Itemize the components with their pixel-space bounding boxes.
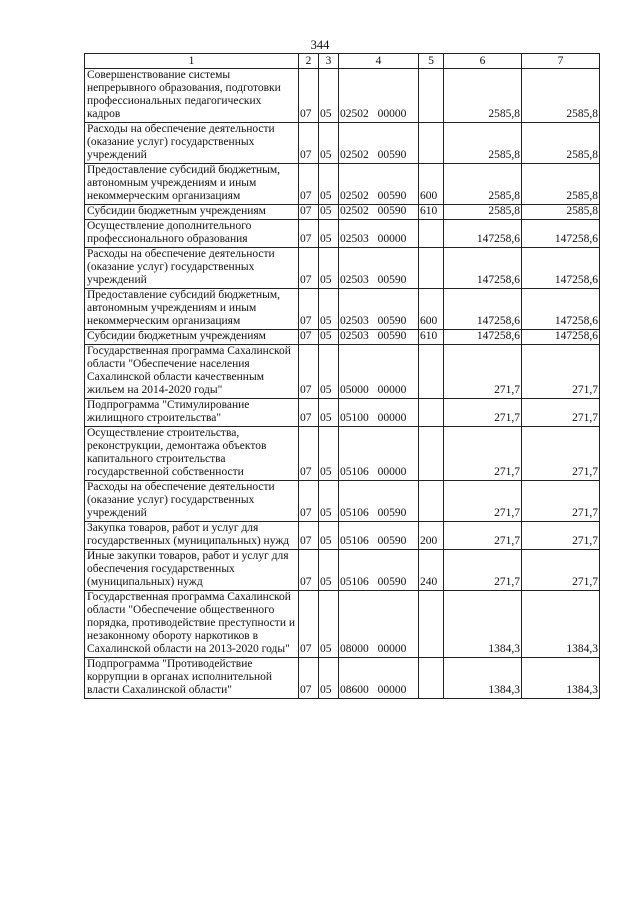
row-name: Подпрограмма "Стимулирование жилищного строительства" (85, 399, 299, 427)
row-amount-1: 271,7 (444, 550, 522, 591)
row-target-article: 02503 00590 (339, 330, 419, 345)
row-target-article: 05100 00000 (339, 399, 419, 427)
row-subsection: 05 (319, 345, 339, 399)
row-name: Расходы на обеспечение деятельности (оказание услуг) государственных учреждений (85, 248, 299, 289)
table-row (85, 164, 600, 205)
row-section: 07 (299, 658, 319, 699)
row-amount-1: 271,7 (444, 399, 522, 427)
row-name: Государственная программа Сахалинской области "Обеспечение населения Сахалинской области качественным жильем на 2014-2020 годы" (85, 345, 299, 399)
row-amount-2: 147258,6 (522, 289, 600, 330)
header-col-7: 7 (522, 54, 600, 69)
row-subsection: 05 (319, 427, 339, 481)
row-amount-2: 271,7 (522, 481, 600, 522)
row-subsection: 05 (319, 658, 339, 699)
row-name: Предоставление субсидий бюджетным, автономным учреждениям и иным некоммерческим организациям (85, 289, 299, 330)
row-amount-2: 1384,3 (522, 658, 600, 699)
table-row (85, 550, 600, 591)
header-col-6: 6 (444, 54, 522, 69)
row-section: 07 (299, 330, 319, 345)
row-section: 07 (299, 220, 319, 248)
table-row (85, 345, 600, 399)
row-amount-2: 1384,3 (522, 591, 600, 658)
row-expense-type (419, 399, 444, 427)
table-row (85, 205, 600, 220)
row-expense-type (419, 345, 444, 399)
table-row (85, 481, 600, 522)
row-target-article: 05106 00590 (339, 522, 419, 550)
row-amount-1: 2585,8 (444, 123, 522, 164)
row-section: 07 (299, 522, 319, 550)
row-name: Расходы на обеспечение деятельности (оказание услуг) государственных учреждений (85, 481, 299, 522)
row-subsection: 05 (319, 123, 339, 164)
row-subsection: 05 (319, 522, 339, 550)
row-expense-type (419, 69, 444, 123)
row-amount-2: 2585,8 (522, 205, 600, 220)
row-subsection: 05 (319, 164, 339, 205)
row-section: 07 (299, 427, 319, 481)
row-target-article: 05106 00590 (339, 550, 419, 591)
table-row (85, 330, 600, 345)
header-col-2: 2 (299, 54, 319, 69)
row-amount-2: 271,7 (522, 399, 600, 427)
table-row (85, 658, 600, 699)
row-amount-2: 2585,8 (522, 164, 600, 205)
header-col-5: 5 (419, 54, 444, 69)
row-expense-type: 600 (419, 289, 444, 330)
row-name: Совершенствование системы непрерывного образования, подготовки профессиональных педагогических кадров (85, 69, 299, 123)
row-target-article: 05106 00590 (339, 481, 419, 522)
table-row (85, 427, 600, 481)
row-subsection: 05 (319, 399, 339, 427)
row-target-article: 05106 00000 (339, 427, 419, 481)
page-number: 344 (310, 38, 330, 52)
row-amount-2: 271,7 (522, 550, 600, 591)
row-amount-1: 1384,3 (444, 658, 522, 699)
row-section: 07 (299, 69, 319, 123)
row-expense-type: 240 (419, 550, 444, 591)
table-row (85, 69, 600, 123)
row-expense-type: 600 (419, 164, 444, 205)
row-subsection: 05 (319, 330, 339, 345)
row-amount-2: 271,7 (522, 427, 600, 481)
row-section: 07 (299, 289, 319, 330)
row-section: 07 (299, 399, 319, 427)
row-target-article: 02502 00590 (339, 123, 419, 164)
row-amount-2: 147258,6 (522, 330, 600, 345)
row-expense-type (419, 220, 444, 248)
row-subsection: 05 (319, 205, 339, 220)
row-expense-type: 200 (419, 522, 444, 550)
row-name: Осуществление строительства, реконструкции, демонтажа объектов капитального строительства государственной собственности (85, 427, 299, 481)
row-amount-1: 271,7 (444, 522, 522, 550)
row-name: Осуществление дополнительного профессионального образования (85, 220, 299, 248)
row-expense-type (419, 427, 444, 481)
row-amount-1: 2585,8 (444, 205, 522, 220)
row-amount-1: 1384,3 (444, 591, 522, 658)
row-name: Субсидии бюджетным учреждениям (85, 205, 299, 220)
row-name: Предоставление субсидий бюджетным, автономным учреждениям и иным некоммерческим организациям (85, 164, 299, 205)
row-expense-type (419, 481, 444, 522)
row-name: Иные закупки товаров, работ и услуг для обеспечения государственных (муниципальных) нужд (85, 550, 299, 591)
row-section: 07 (299, 123, 319, 164)
row-target-article: 02503 00000 (339, 220, 419, 248)
table-row (85, 399, 600, 427)
header-col-1: 1 (85, 54, 299, 69)
table-row (85, 289, 600, 330)
row-target-article: 08600 00000 (339, 658, 419, 699)
row-subsection: 05 (319, 69, 339, 123)
row-section: 07 (299, 481, 319, 522)
row-section: 07 (299, 248, 319, 289)
row-amount-1: 147258,6 (444, 220, 522, 248)
row-section: 07 (299, 550, 319, 591)
row-section: 07 (299, 205, 319, 220)
row-name: Субсидии бюджетным учреждениям (85, 330, 299, 345)
row-amount-1: 147258,6 (444, 330, 522, 345)
row-name: Подпрограмма "Противодействие коррупции в органах исполнительной власти Сахалинской области" (85, 658, 299, 699)
header-col-4: 4 (339, 54, 419, 69)
row-subsection: 05 (319, 550, 339, 591)
row-amount-1: 2585,8 (444, 69, 522, 123)
row-subsection: 05 (319, 481, 339, 522)
row-expense-type: 610 (419, 330, 444, 345)
row-name: Государственная программа Сахалинской области "Обеспечение общественного порядка, противодействие преступности и незаконному обороту наркотиков в Сахалинской области на 2013-2020 годы" (85, 591, 299, 658)
row-target-article: 05000 00000 (339, 345, 419, 399)
row-target-article: 02503 00590 (339, 289, 419, 330)
table-row (85, 522, 600, 550)
row-target-article: 02503 00590 (339, 248, 419, 289)
budget-table (84, 53, 600, 699)
row-target-article: 02502 00590 (339, 164, 419, 205)
row-amount-1: 271,7 (444, 427, 522, 481)
header-col-3: 3 (319, 54, 339, 69)
row-expense-type (419, 591, 444, 658)
row-amount-2: 2585,8 (522, 69, 600, 123)
row-subsection: 05 (319, 591, 339, 658)
row-expense-type: 610 (419, 205, 444, 220)
row-amount-2: 271,7 (522, 345, 600, 399)
row-target-article: 08000 00000 (339, 591, 419, 658)
table-row (85, 248, 600, 289)
table-row (85, 220, 600, 248)
row-amount-1: 147258,6 (444, 248, 522, 289)
row-target-article: 02502 00590 (339, 205, 419, 220)
header-row (85, 54, 600, 69)
table-row (85, 123, 600, 164)
row-amount-2: 147258,6 (522, 220, 600, 248)
row-target-article: 02502 00000 (339, 69, 419, 123)
row-name: Закупка товаров, работ и услуг для государственных (муниципальных) нужд (85, 522, 299, 550)
row-amount-1: 147258,6 (444, 289, 522, 330)
row-amount-2: 147258,6 (522, 248, 600, 289)
row-subsection: 05 (319, 220, 339, 248)
row-section: 07 (299, 591, 319, 658)
row-amount-1: 271,7 (444, 481, 522, 522)
row-expense-type (419, 658, 444, 699)
table-row (85, 591, 600, 658)
row-expense-type (419, 123, 444, 164)
row-amount-1: 271,7 (444, 345, 522, 399)
row-section: 07 (299, 164, 319, 205)
row-name: Расходы на обеспечение деятельности (оказание услуг) государственных учреждений (85, 123, 299, 164)
row-amount-1: 2585,8 (444, 164, 522, 205)
row-amount-2: 2585,8 (522, 123, 600, 164)
row-subsection: 05 (319, 248, 339, 289)
row-amount-2: 271,7 (522, 522, 600, 550)
row-section: 07 (299, 345, 319, 399)
row-expense-type (419, 248, 444, 289)
row-subsection: 05 (319, 289, 339, 330)
